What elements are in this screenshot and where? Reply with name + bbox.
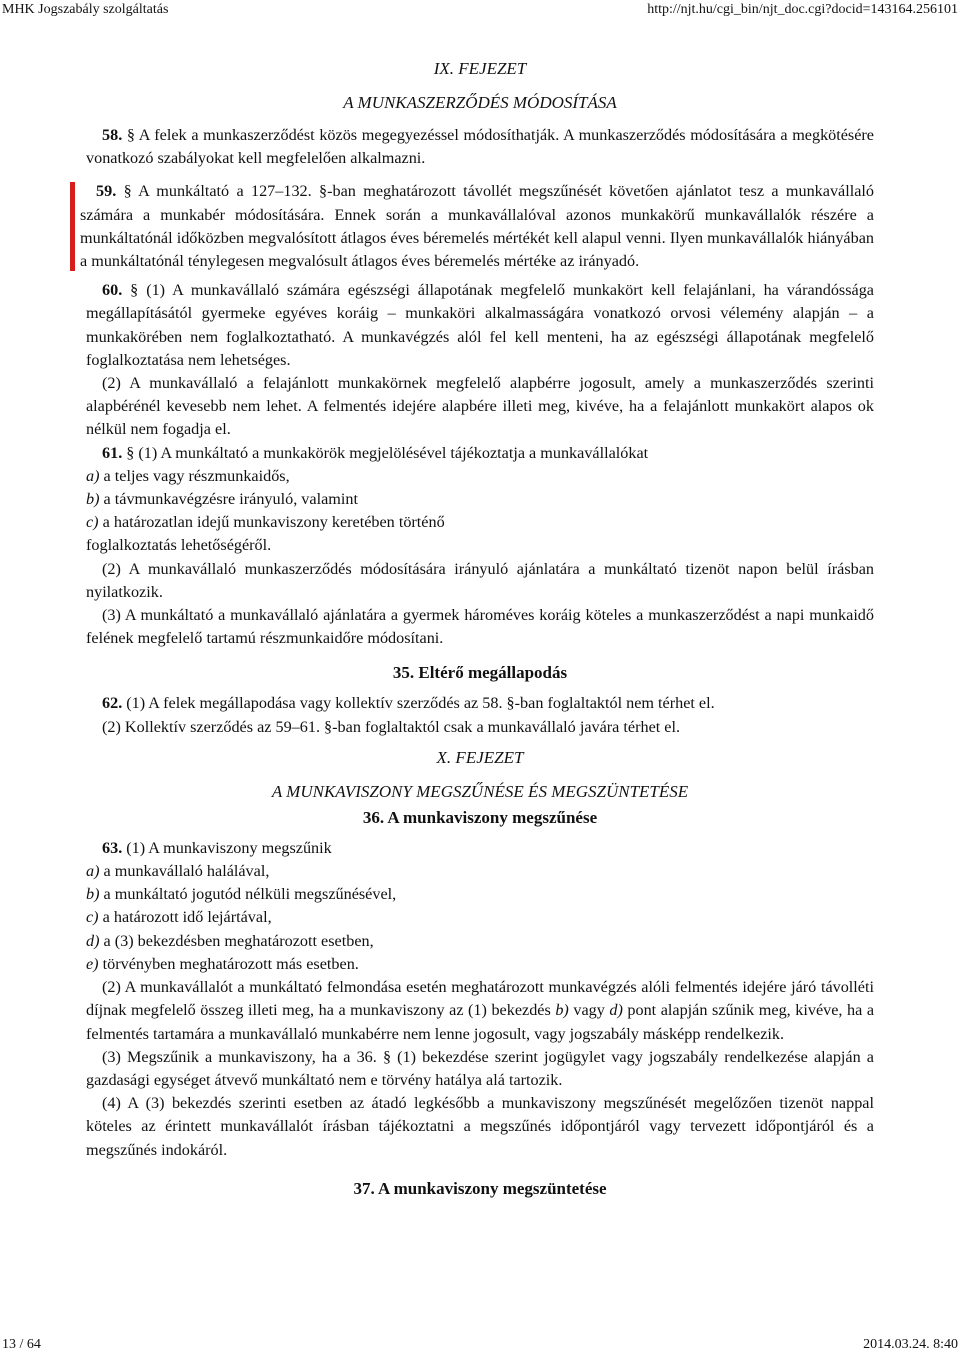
chapter-number: IX. FEJEZET bbox=[433, 59, 527, 78]
site-name: MHK Jogszabály szolgáltatás bbox=[2, 2, 169, 17]
paragraph-sign: § bbox=[126, 443, 135, 462]
section-62-para-2: (2) Kollektív szerződés az 59–61. §-ban foglaltaktól csak a munkavállaló javára térhet el. bbox=[102, 717, 681, 736]
section-61-para-2: (2) A munkavállaló munkaszerződés módosítására irányuló ajánlatára a munkáltató tizenöt napon belül írásban nyilatkozik. bbox=[86, 559, 874, 601]
chapter-title: A MUNKASZERZŐDÉS MÓDOSÍTÁSA bbox=[343, 93, 617, 112]
paragraph-sign: § bbox=[130, 281, 139, 300]
section-62-para-1: 62. (1) A felek megállapodása vagy kollektív szerződés az 58. §-ban foglaltaktól nem térhet el. bbox=[102, 694, 715, 713]
section-number: 63. bbox=[102, 838, 123, 857]
amended-block bbox=[80, 180, 874, 273]
paragraph-sign: § bbox=[126, 126, 136, 144]
section-61-para-3: (3) A munkáltató a munkavállaló ajánlatára a gyermek hároméves koráig köteles a munkaszerződést a napi munkaidő felének megfelelő tartamú részmunkaidőre módosítani. bbox=[86, 606, 874, 648]
section-number: 59. bbox=[96, 182, 117, 201]
page-header bbox=[0, 0, 960, 24]
section-number: 60. bbox=[102, 281, 123, 300]
subtitle-35: 35. Eltérő megállapodás bbox=[392, 663, 568, 683]
list-item: e) törvényben meghatározott más esetben. bbox=[86, 954, 359, 973]
section-number: 62. bbox=[102, 694, 123, 713]
chapter-number: X. FEJEZET bbox=[436, 747, 524, 767]
list-item: a) a munkavállaló halálával, bbox=[86, 862, 270, 881]
section-63-para-2: (2) A munkavállalót a munkáltató felmondása esetén meghatározott munkavégzés alóli felmentés idejére járó távolléti díjnak megfelelő összeg illeti meg, ha a munkaviszony az (1) bekezdés b) vagy d) pont alapján szűnik meg, kivéve, ha a felmentés tartamára a munkavállaló munkabérre nem lenne jogosult, vagy jogszabály másképp rendelkezik. bbox=[86, 978, 875, 1043]
chapter-title: A MUNKAVISZONY MEGSZŰNÉSE ÉS MEGSZÜNTETÉSE bbox=[271, 781, 689, 801]
section-60-para-1: 60. § (1) A munkavállaló számára egészségi állapotának megfelelő munkakört kell felajánlani, ha várandóssága megállapításától gyermeke egyéves koráig – munkaköri alkalmasságára vonatkozó orvosi vélemény alapján – a munkakörében nem foglalkoztatható. A munkavégzés alól fel kell menteni, ha az egészségi állapotának megfelelő foglalkoztatása nem lehetséges. bbox=[86, 281, 874, 369]
list-item: a) a teljes vagy részmunkaidős, bbox=[86, 466, 290, 485]
list-item: c) a határozatlan idejű munkaviszony keretében történő bbox=[86, 513, 445, 532]
list-item: c) a határozott idő lejártával, bbox=[86, 908, 272, 927]
list-item: d) a (3) bekezdésben meghatározott esetben, bbox=[86, 931, 374, 950]
section-59: 59. § A munkáltató a 127–132. §-ban meghatározott távollét megszűnését követően ajánlatot tesz a munkavállaló számára a munkabér módosítására. Ennek során a munkavállalóval azonos munkakörű munkavállalók részére a munkáltatónál időközben megvalósított átlagos éves béremelés mértékét kell alapul venni. Ilyen munkavállalók hiányában a munkáltatónál ténylegesen megvalósult átlagos éves béremelés mértéke az irányadó. bbox=[80, 182, 875, 271]
list-item-continuation: foglalkoztatás lehetőségéről. bbox=[86, 536, 272, 555]
page-counter: 13 / 64 bbox=[2, 1337, 41, 1352]
list-item: b) a távmunkavégzésre irányuló, valamint bbox=[86, 490, 358, 509]
subtitle-37: 37. A munkaviszony megszüntetése bbox=[353, 1178, 607, 1198]
section-63-para-3: (3) Megszűnik a munkaviszony, ha a 36. § (1) bekezdése szerint jogügylet vagy jogszabály rendelkezése alapján a gazdasági egységet átvevő munkáltató nem e törvény hatálya alá tartozik. bbox=[86, 1047, 874, 1089]
document-body bbox=[80, 56, 875, 1202]
section-63-para-4: (4) A (3) bekezdés szerinti esetben az átadó legkésőbb a munkaviszony megszűnését megelőzően tizenöt nappal köteles az érintett munkavállalót írásban tájékoztatni a megszűnés időpontjáról vagy tervezett időpontjáról és a megszűnés indokáról. bbox=[86, 1094, 874, 1159]
amendment-marker bbox=[70, 182, 75, 271]
source-url[interactable]: http://njt.hu/cgi_bin/njt_doc.cgi?docid=143164.256101 bbox=[647, 2, 958, 17]
section-61-para-1: 61. § (1) A munkáltató a munkakörök megjelölésével tájékoztatja a munkavállalókat bbox=[102, 443, 649, 462]
paragraph-sign: § bbox=[123, 182, 132, 201]
print-timestamp: 2014.03.24. 8:40 bbox=[863, 1337, 958, 1352]
section-number: 61. bbox=[102, 443, 123, 462]
section-58: 58. § A felek a munkaszerződést közös megegyezéssel módosíthatják. A munkaszerződés módosítására a megkötésére vonatkozó szabályokat kell megfelelően alkalmazni. bbox=[86, 126, 874, 168]
list-item: b) a munkáltató jogutód nélküli megszűnésével, bbox=[86, 885, 397, 904]
page-footer bbox=[0, 1334, 960, 1356]
subtitle-36: 36. A munkaviszony megszűnése bbox=[362, 807, 598, 827]
section-number: 58. bbox=[102, 126, 123, 144]
section-60-para-2: (2) A munkavállaló a felajánlott munkakörnek megfelelő alapbérre jogosult, amely a munkaszerződés szerinti alapbérénél kevesebb nem lehet. A felmentés idejére alapbére illeti meg, kivéve, ha a felajánlott munkakört alapos ok nélkül nem fogadja el. bbox=[86, 374, 874, 439]
section-63-para-1: 63. (1) A munkaviszony megszűnik bbox=[102, 838, 332, 857]
